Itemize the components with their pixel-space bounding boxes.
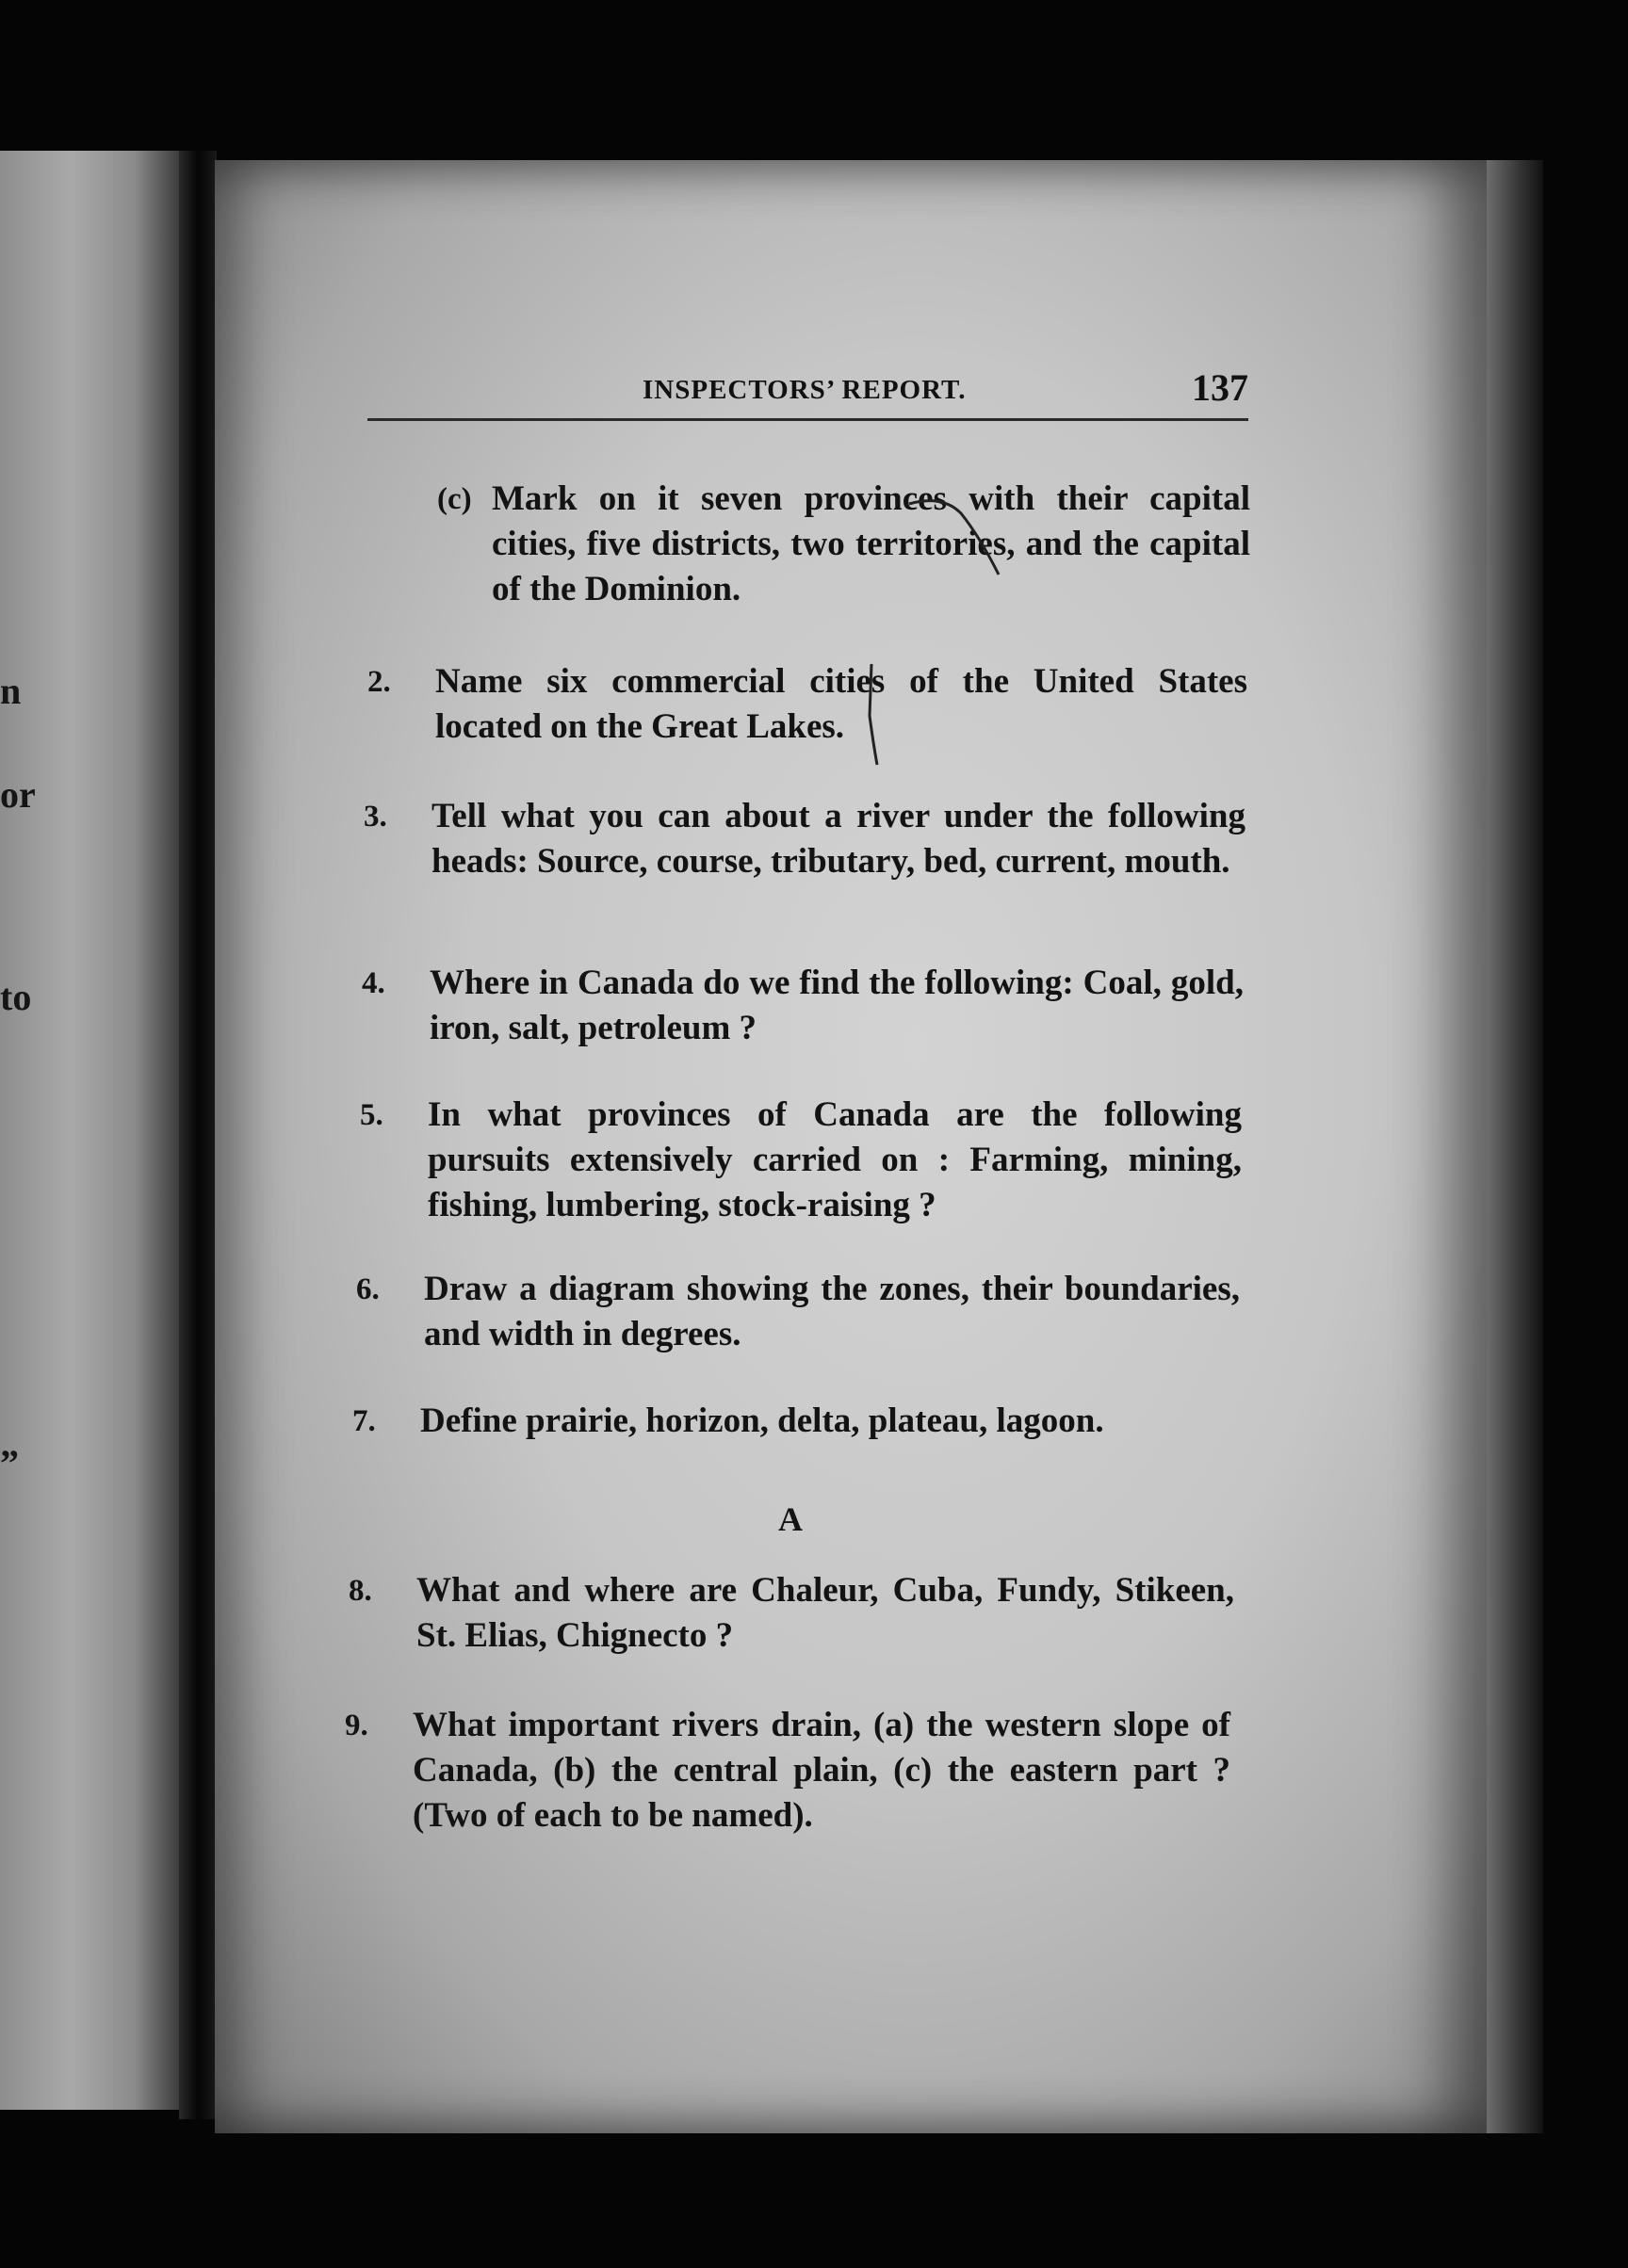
running-head: INSPECTORS’ REPORT. <box>643 375 967 405</box>
question-text: Mark on it seven provinces with their capital cities, five districts, two territories, and the capital of the Dominion. <box>492 479 1250 608</box>
question-number: 3. <box>364 800 387 834</box>
question-number: 7. <box>352 1404 376 1438</box>
previous-page-edge <box>0 151 179 2110</box>
page-number: 137 <box>1192 366 1248 409</box>
page-header <box>367 365 1248 422</box>
section-letter: A <box>778 1500 803 1538</box>
question-text: Define prairie, horizon, delta, plateau, lagoon. <box>420 1401 1104 1440</box>
question-text: What important rivers drain, (a) the western slope of Canada, (b) the central plain, (c) the eastern part ? (Two of each to be named). <box>413 1706 1230 1835</box>
question-text: Where in Canada do we find the following: Coal, gold, iron, salt, petroleum ? <box>430 964 1244 1047</box>
previous-page-fragment: to <box>0 976 32 1018</box>
question-text: Draw a diagram showing the zones, their boundaries, and width in degrees. <box>424 1270 1240 1353</box>
question-number: 6. <box>356 1272 380 1306</box>
question-text: What and where are Chaleur, Cuba, Fundy, Stikeen, St. Elias, Chignecto ? <box>416 1571 1234 1655</box>
previous-page-fragment: ” <box>0 1442 19 1484</box>
question-item <box>356 1267 1240 1357</box>
question-item <box>362 961 1244 1051</box>
question-text: Tell what you can about a river under the following heads: Source, course, tributary, bed, current, mouth. <box>431 797 1245 881</box>
question-item <box>352 1399 1238 1444</box>
question-number: 5. <box>360 1098 383 1132</box>
question-item <box>364 794 1245 884</box>
question-text: In what provinces of Canada are the following pursuits extensively carried on : Farming, mining, fishing, lumbering, stock-raising ? <box>428 1095 1242 1224</box>
book-gutter <box>179 151 217 2119</box>
page-edge-shadow <box>1487 160 1543 2133</box>
question-item <box>349 1568 1234 1659</box>
question-number: 4. <box>362 966 385 1000</box>
question-item <box>360 1093 1242 1228</box>
previous-page-fragment: n <box>0 670 22 712</box>
question-text: Name six commercial cities of the United States located on the Great Lakes. <box>435 662 1247 746</box>
question-item <box>345 1703 1230 1839</box>
header-rule <box>367 418 1248 421</box>
question-number: (c) <box>437 482 472 516</box>
question-number: 9. <box>345 1709 368 1742</box>
question-item <box>437 477 1250 612</box>
question-number: 8. <box>349 1574 372 1608</box>
question-number: 2. <box>367 665 391 699</box>
question-item <box>367 659 1247 750</box>
previous-page-fragment: or <box>0 773 36 816</box>
